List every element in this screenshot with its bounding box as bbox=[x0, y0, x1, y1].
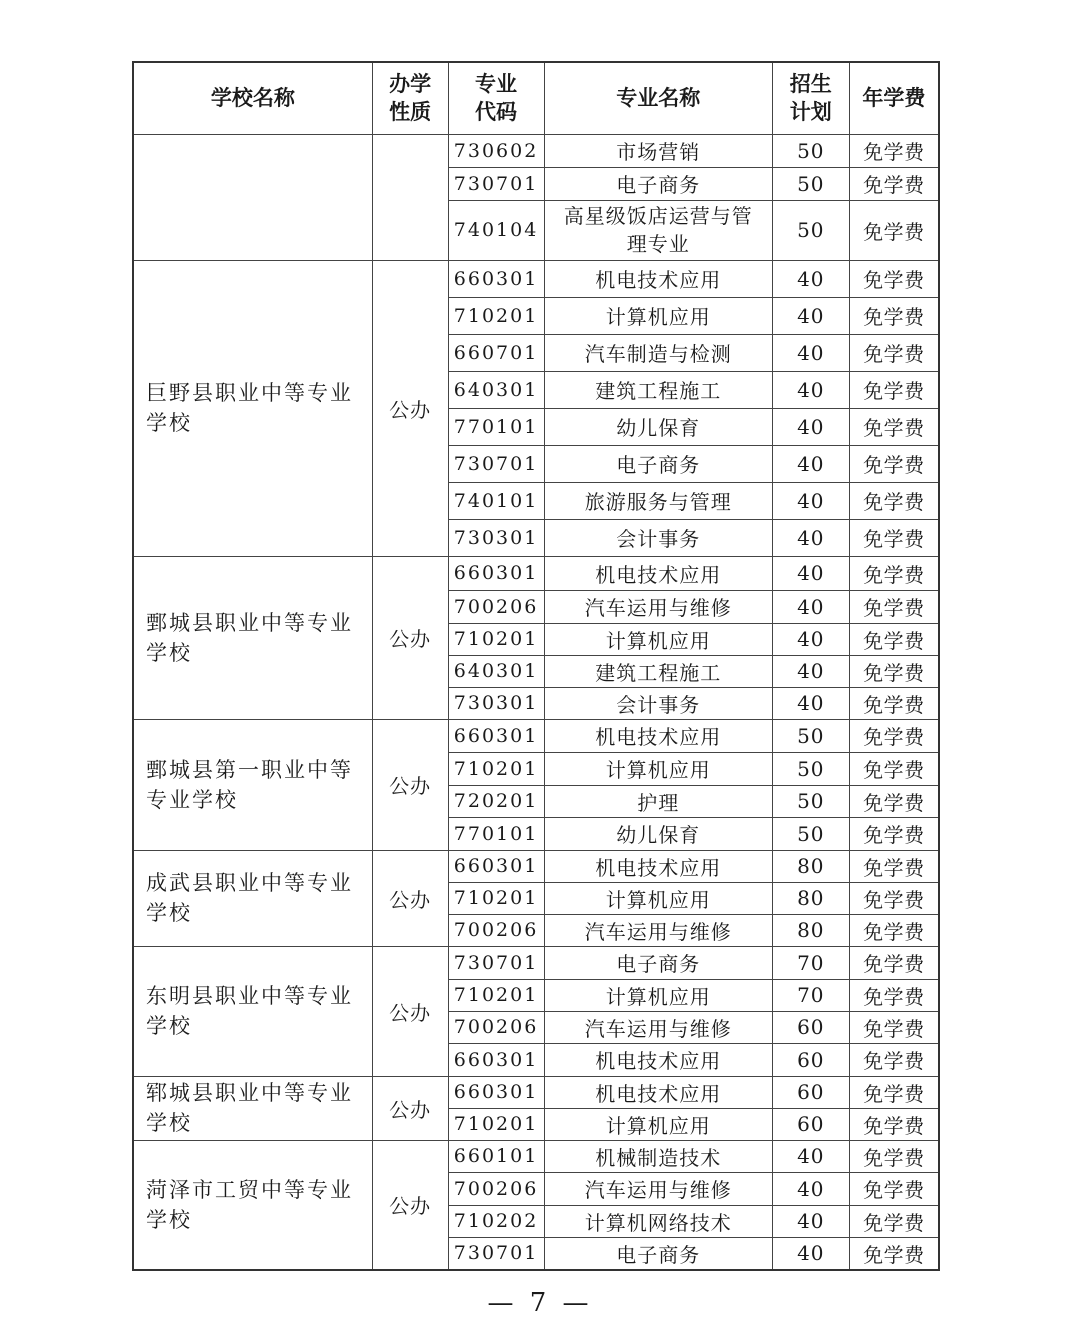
enroll-plan: 50 bbox=[772, 167, 849, 200]
school-name: 鄄城县第一职业中等专业学校 bbox=[133, 719, 372, 850]
major-name: 电子商务 bbox=[544, 946, 772, 979]
major-code: 730701 bbox=[448, 946, 544, 979]
enroll-plan: 40 bbox=[772, 687, 849, 719]
major-code: 660301 bbox=[448, 850, 544, 882]
major-code: 700206 bbox=[448, 1011, 544, 1043]
major-code: 700206 bbox=[448, 1172, 544, 1205]
major-code: 710201 bbox=[448, 297, 544, 334]
major-name: 建筑工程施工 bbox=[544, 371, 772, 408]
table-row bbox=[133, 850, 939, 882]
school-name: 郓城县职业中等专业学校 bbox=[133, 1076, 372, 1140]
major-name: 计算机应用 bbox=[544, 1108, 772, 1140]
major-name: 市场营销 bbox=[544, 134, 772, 167]
enroll-plan: 40 bbox=[772, 590, 849, 623]
table-row bbox=[133, 719, 939, 752]
major-name: 汽车运用与维修 bbox=[544, 914, 772, 946]
annual-fee: 免学费 bbox=[849, 297, 939, 334]
enroll-plan: 80 bbox=[772, 914, 849, 946]
major-code: 710201 bbox=[448, 1108, 544, 1140]
enroll-plan: 50 bbox=[772, 785, 849, 817]
annual-fee: 免学费 bbox=[849, 371, 939, 408]
annual-fee: 免学费 bbox=[849, 850, 939, 882]
enroll-plan: 50 bbox=[772, 134, 849, 167]
major-name: 机电技术应用 bbox=[544, 1076, 772, 1108]
major-name: 汽车运用与维修 bbox=[544, 1172, 772, 1205]
school-nature: 公办 bbox=[372, 946, 448, 1076]
school-name: 菏泽市工贸中等专业学校 bbox=[133, 1140, 372, 1270]
major-code: 660301 bbox=[448, 260, 544, 297]
school-name bbox=[133, 134, 372, 260]
annual-fee: 免学费 bbox=[849, 1076, 939, 1108]
header-major: 专业名称 bbox=[544, 62, 772, 134]
annual-fee: 免学费 bbox=[849, 1140, 939, 1172]
major-code: 740104 bbox=[448, 200, 544, 260]
annual-fee: 免学费 bbox=[849, 445, 939, 482]
major-code: 660301 bbox=[448, 1076, 544, 1108]
page-number: — 7 — bbox=[487, 1288, 593, 1318]
school-name: 东明县职业中等专业学校 bbox=[133, 946, 372, 1076]
annual-fee: 免学费 bbox=[849, 408, 939, 445]
major-code: 710201 bbox=[448, 882, 544, 914]
annual-fee: 免学费 bbox=[849, 979, 939, 1011]
annual-fee: 免学费 bbox=[849, 719, 939, 752]
major-code: 710202 bbox=[448, 1205, 544, 1237]
major-code: 770101 bbox=[448, 408, 544, 445]
major-name: 计算机应用 bbox=[544, 752, 772, 785]
school-nature bbox=[372, 134, 448, 260]
enroll-plan: 40 bbox=[772, 260, 849, 297]
enroll-plan: 40 bbox=[772, 334, 849, 371]
major-name: 机电技术应用 bbox=[544, 719, 772, 752]
school-nature: 公办 bbox=[372, 1076, 448, 1140]
enroll-plan: 70 bbox=[772, 979, 849, 1011]
school-nature: 公办 bbox=[372, 719, 448, 850]
major-code: 710201 bbox=[448, 979, 544, 1011]
table-body bbox=[133, 134, 939, 1270]
annual-fee: 免学费 bbox=[849, 752, 939, 785]
major-code: 720201 bbox=[448, 785, 544, 817]
major-name: 机电技术应用 bbox=[544, 850, 772, 882]
major-name: 计算机应用 bbox=[544, 297, 772, 334]
enroll-plan: 50 bbox=[772, 200, 849, 260]
enroll-plan: 40 bbox=[772, 371, 849, 408]
major-name: 旅游服务与管理 bbox=[544, 482, 772, 519]
enroll-plan: 40 bbox=[772, 519, 849, 556]
major-name: 机械制造技术 bbox=[544, 1140, 772, 1172]
annual-fee: 免学费 bbox=[849, 1043, 939, 1076]
header-nature: 办学 性质 bbox=[372, 62, 448, 134]
school-nature: 公办 bbox=[372, 260, 448, 556]
enroll-plan: 50 bbox=[772, 752, 849, 785]
major-code: 660301 bbox=[448, 1043, 544, 1076]
major-name: 汽车运用与维修 bbox=[544, 590, 772, 623]
annual-fee: 免学费 bbox=[849, 623, 939, 655]
major-name: 计算机网络技术 bbox=[544, 1205, 772, 1237]
enroll-plan: 40 bbox=[772, 445, 849, 482]
enroll-plan: 40 bbox=[772, 408, 849, 445]
major-code: 660101 bbox=[448, 1140, 544, 1172]
major-name: 幼儿保育 bbox=[544, 817, 772, 850]
annual-fee: 免学费 bbox=[849, 914, 939, 946]
major-name: 机电技术应用 bbox=[544, 260, 772, 297]
major-code: 660701 bbox=[448, 334, 544, 371]
school-nature: 公办 bbox=[372, 1140, 448, 1270]
annual-fee: 免学费 bbox=[849, 1205, 939, 1237]
enroll-plan: 40 bbox=[772, 1140, 849, 1172]
major-code: 770101 bbox=[448, 817, 544, 850]
enroll-plan: 40 bbox=[772, 623, 849, 655]
header-plan: 招生 计划 bbox=[772, 62, 849, 134]
school-name: 鄄城县职业中等专业学校 bbox=[133, 556, 372, 719]
enroll-plan: 60 bbox=[772, 1108, 849, 1140]
enroll-plan: 40 bbox=[772, 482, 849, 519]
major-code: 700206 bbox=[448, 590, 544, 623]
enroll-plan: 60 bbox=[772, 1011, 849, 1043]
school-nature: 公办 bbox=[372, 556, 448, 719]
major-name: 会计事务 bbox=[544, 687, 772, 719]
table-row bbox=[133, 134, 939, 167]
annual-fee: 免学费 bbox=[849, 1237, 939, 1270]
annual-fee: 免学费 bbox=[849, 482, 939, 519]
table-row bbox=[133, 260, 939, 297]
enroll-plan: 40 bbox=[772, 556, 849, 590]
major-code: 710201 bbox=[448, 623, 544, 655]
major-name: 电子商务 bbox=[544, 167, 772, 200]
annual-fee: 免学费 bbox=[849, 882, 939, 914]
enroll-plan: 40 bbox=[772, 297, 849, 334]
annual-fee: 免学费 bbox=[849, 785, 939, 817]
annual-fee: 免学费 bbox=[849, 167, 939, 200]
annual-fee: 免学费 bbox=[849, 260, 939, 297]
enroll-plan: 80 bbox=[772, 850, 849, 882]
major-name: 高星级饭店运营与管理专业 bbox=[544, 200, 772, 260]
enroll-plan: 70 bbox=[772, 946, 849, 979]
major-code: 730301 bbox=[448, 519, 544, 556]
enroll-plan: 60 bbox=[772, 1076, 849, 1108]
major-name: 机电技术应用 bbox=[544, 556, 772, 590]
major-code: 700206 bbox=[448, 914, 544, 946]
major-name: 汽车运用与维修 bbox=[544, 1011, 772, 1043]
annual-fee: 免学费 bbox=[849, 134, 939, 167]
major-name: 幼儿保育 bbox=[544, 408, 772, 445]
annual-fee: 免学费 bbox=[849, 946, 939, 979]
major-code: 640301 bbox=[448, 655, 544, 687]
major-name: 计算机应用 bbox=[544, 882, 772, 914]
major-code: 730602 bbox=[448, 134, 544, 167]
major-name: 电子商务 bbox=[544, 1237, 772, 1270]
enroll-plan: 50 bbox=[772, 719, 849, 752]
major-code: 660301 bbox=[448, 719, 544, 752]
major-name: 建筑工程施工 bbox=[544, 655, 772, 687]
annual-fee: 免学费 bbox=[849, 817, 939, 850]
major-code: 660301 bbox=[448, 556, 544, 590]
annual-fee: 免学费 bbox=[849, 687, 939, 719]
major-name: 会计事务 bbox=[544, 519, 772, 556]
annual-fee: 免学费 bbox=[849, 200, 939, 260]
major-name: 计算机应用 bbox=[544, 979, 772, 1011]
annual-fee: 免学费 bbox=[849, 1108, 939, 1140]
enroll-plan: 40 bbox=[772, 1205, 849, 1237]
enroll-plan: 60 bbox=[772, 1043, 849, 1076]
major-code: 730701 bbox=[448, 445, 544, 482]
major-name: 机电技术应用 bbox=[544, 1043, 772, 1076]
header-row bbox=[133, 62, 939, 134]
annual-fee: 免学费 bbox=[849, 334, 939, 371]
header-fee: 年学费 bbox=[849, 62, 939, 134]
major-name: 电子商务 bbox=[544, 445, 772, 482]
table-row bbox=[133, 946, 939, 979]
school-nature: 公办 bbox=[372, 850, 448, 946]
table-row bbox=[133, 556, 939, 590]
header-code: 专业 代码 bbox=[448, 62, 544, 134]
annual-fee: 免学费 bbox=[849, 519, 939, 556]
major-name: 计算机应用 bbox=[544, 623, 772, 655]
major-code: 640301 bbox=[448, 371, 544, 408]
table-row bbox=[133, 1140, 939, 1172]
enroll-plan: 50 bbox=[772, 817, 849, 850]
annual-fee: 免学费 bbox=[849, 590, 939, 623]
school-name: 巨野县职业中等专业学校 bbox=[133, 260, 372, 556]
enroll-plan: 80 bbox=[772, 882, 849, 914]
enrollment-table bbox=[132, 61, 940, 1271]
major-name: 护理 bbox=[544, 785, 772, 817]
enroll-plan: 40 bbox=[772, 655, 849, 687]
school-name: 成武县职业中等专业学校 bbox=[133, 850, 372, 946]
enroll-plan: 40 bbox=[772, 1172, 849, 1205]
annual-fee: 免学费 bbox=[849, 1011, 939, 1043]
enroll-plan: 40 bbox=[772, 1237, 849, 1270]
header-school: 学校名称 bbox=[133, 62, 372, 134]
major-name: 汽车制造与检测 bbox=[544, 334, 772, 371]
major-code: 710201 bbox=[448, 752, 544, 785]
annual-fee: 免学费 bbox=[849, 1172, 939, 1205]
major-code: 730301 bbox=[448, 687, 544, 719]
annual-fee: 免学费 bbox=[849, 655, 939, 687]
major-code: 730701 bbox=[448, 167, 544, 200]
major-code: 730701 bbox=[448, 1237, 544, 1270]
table-row bbox=[133, 1076, 939, 1108]
annual-fee: 免学费 bbox=[849, 556, 939, 590]
major-code: 740101 bbox=[448, 482, 544, 519]
